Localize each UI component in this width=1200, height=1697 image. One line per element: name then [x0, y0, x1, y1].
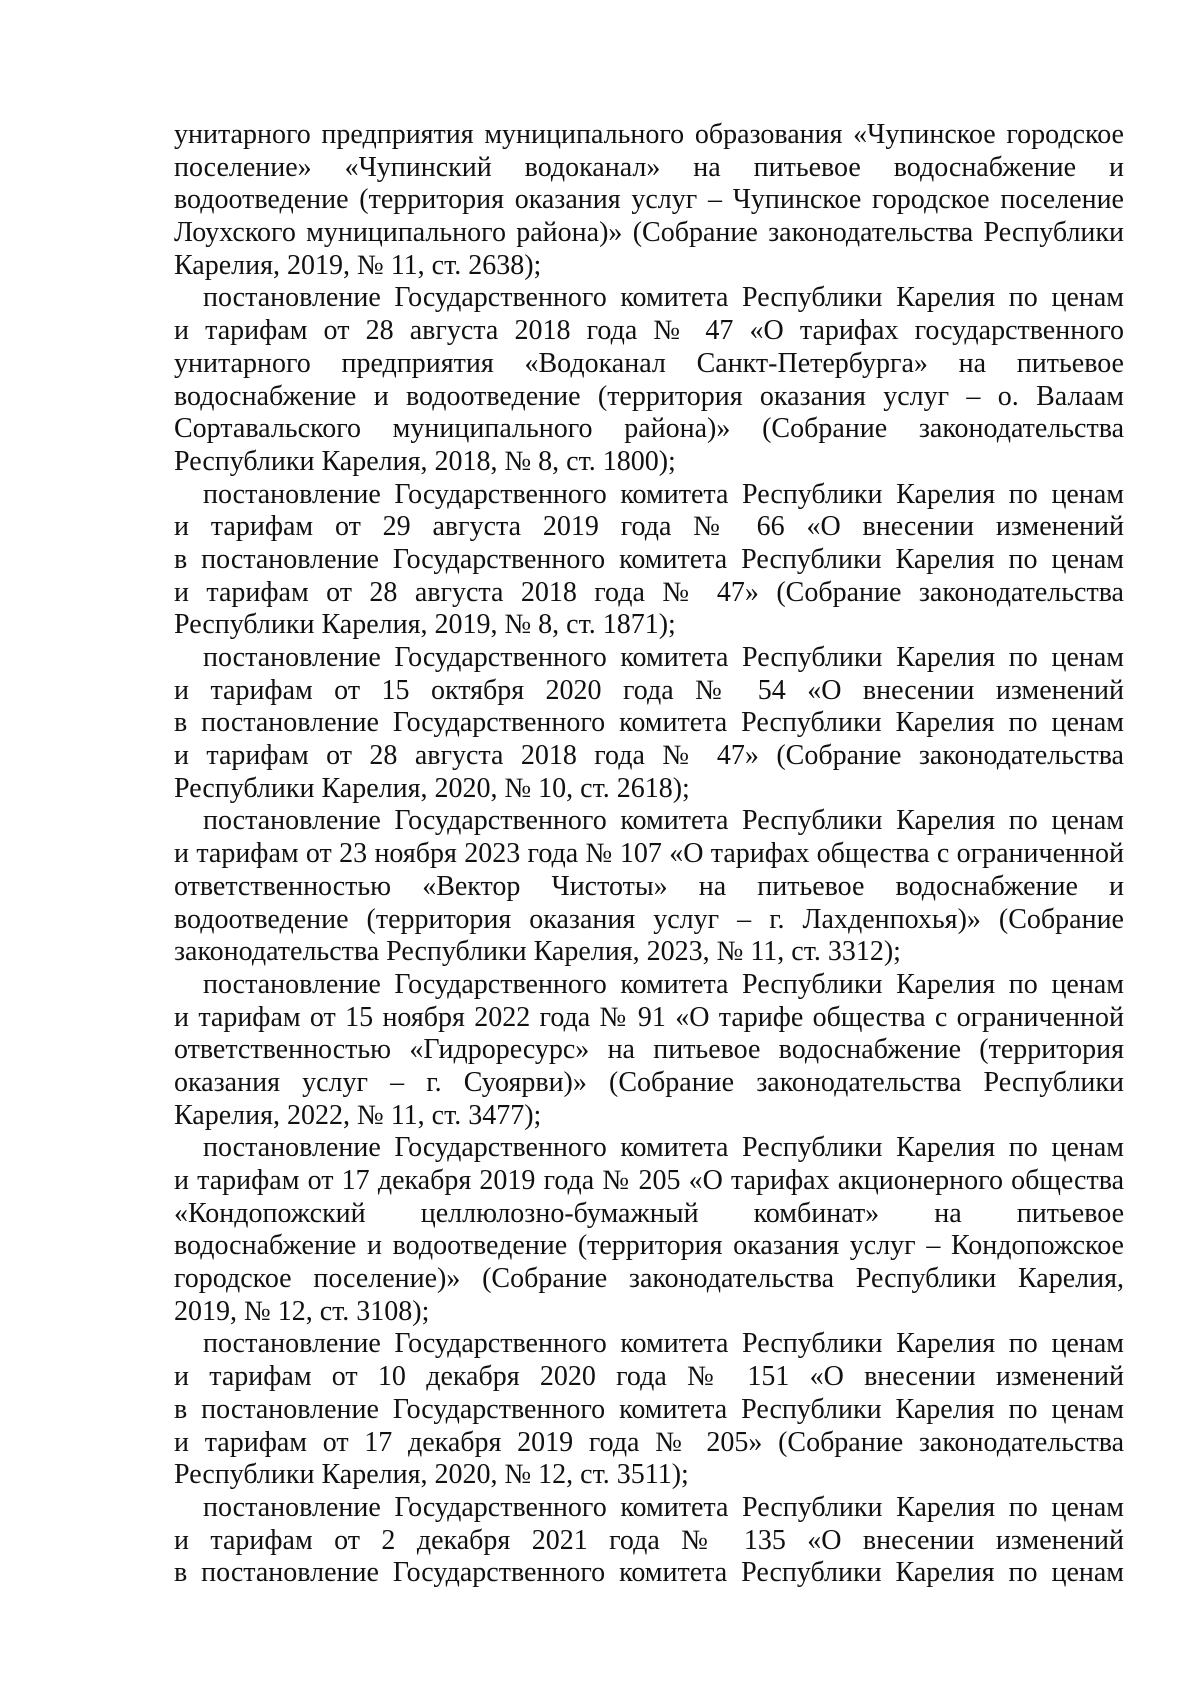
text-line: и тарифам от 17 декабря 2019 года № 205» (Собрание законодательства — [174, 1426, 1124, 1458]
text-line: постановление Государственного комитета Республики Карелия по ценам — [203, 642, 1124, 673]
paragraph — [174, 1132, 1124, 1328]
text-line: Сортавальского муниципального района)» (Собрание законодательства — [174, 413, 1124, 445]
text-line: и тарифам от 15 октября 2020 года № 54 «О внесении изменений — [174, 674, 1124, 706]
document-body — [174, 119, 1124, 1590]
paragraph — [174, 642, 1124, 805]
text-line: и тарифам от 29 августа 2019 года № 66 «О внесении изменений — [174, 511, 1124, 543]
text-line: Карелия, 2019, № 11, ст. 2638); — [174, 249, 542, 281]
paragraph — [174, 969, 1124, 1132]
text-line: постановление Государственного комитета Республики Карелия по ценам — [203, 1132, 1124, 1164]
paragraph — [174, 479, 1124, 642]
text-line: водоснабжение и водоотведение (территория оказания услуг – Кондопожское — [174, 1230, 1124, 1262]
text-line: постановление Государственного комитета Республики Карелия по ценам — [203, 968, 1124, 1000]
text-line: и тарифам от 17 декабря 2019 года № 205 «О тарифах акционерного общества — [174, 1165, 1124, 1196]
text-line: в постановление Государственного комитета Республики Карелия по ценам — [174, 543, 1124, 575]
text-line: и тарифам от 28 августа 2018 года № 47 «О тарифах государственного — [174, 315, 1124, 347]
text-line: постановление Государственного комитета Республики Карелия по ценам — [203, 805, 1124, 837]
paragraph — [174, 282, 1124, 478]
text-line: постановление Государственного комитета Республики Карелия по ценам — [203, 1328, 1124, 1360]
text-line: и тарифам от 10 декабря 2020 года № 151 «О внесении изменений — [174, 1361, 1124, 1393]
text-line: городское поселение)» (Собрание законодательства Республики Карелия, — [174, 1263, 1124, 1295]
text-line: Республики Карелия, 2020, № 10, ст. 2618); — [174, 772, 690, 804]
text-line: «Кондопожский целлюлозно-бумажный комбинат» на питьевое — [174, 1197, 1124, 1229]
text-line: в постановление Государственного комитета Республики Карелия по ценам — [174, 1393, 1124, 1425]
text-line: и тарифам от 28 августа 2018 года № 47» (Собрание законодательства — [174, 576, 1124, 608]
paragraph — [174, 805, 1124, 968]
text-line: постановление Государственного комитета Республики Карелия по ценам — [203, 1491, 1124, 1523]
text-line: поселение» «Чупинский водоканал» на питьевое водоснабжение и — [174, 151, 1124, 183]
text-line: и тарифам от 23 ноября 2023 года № 107 «О тарифах общества с ограниченной — [174, 838, 1124, 870]
text-line: постановление Государственного комитета Республики Карелия по ценам — [203, 282, 1124, 314]
text-line: водоотведение (территория оказания услуг – г. Лахденпохья)» (Собрание — [174, 903, 1124, 935]
text-line: ответственностью «Вектор Чистоты» на питьевое водоснабжение и — [174, 870, 1124, 902]
text-line: Карелия, 2022, № 11, ст. 3477); — [174, 1099, 542, 1131]
text-line: в постановление Государственного комитета Республики Карелия по ценам — [174, 1557, 1124, 1589]
text-line: и тарифам от 15 ноября 2022 года № 91 «О тарифе общества с ограниченной — [174, 1001, 1124, 1033]
text-line: водоотведение (территория оказания услуг – Чупинское городское поселение — [174, 184, 1124, 216]
text-line: законодательства Республики Карелия, 2023, № 11, ст. 3312); — [174, 936, 901, 968]
text-line: Республики Карелия, 2019, № 8, ст. 1871); — [174, 609, 676, 641]
text-line: и тарифам от 28 августа 2018 года № 47» (Собрание законодательства — [174, 740, 1124, 772]
text-line: водоснабжение и водоотведение (территория оказания услуг – о. Валаам — [174, 380, 1124, 412]
text-line: и тарифам от 2 декабря 2021 года № 135 «О внесении изменений — [174, 1524, 1124, 1556]
text-line: оказания услуг – г. Суоярви)» (Собрание законодательства Республики — [174, 1066, 1124, 1098]
text-line: унитарного предприятия «Водоканал Санкт-Петербурга» на питьевое — [174, 347, 1124, 379]
text-line: Республики Карелия, 2018, № 8, ст. 1800); — [174, 445, 676, 477]
text-line: Республики Карелия, 2020, № 12, ст. 3511); — [174, 1459, 689, 1491]
paragraph — [174, 1492, 1124, 1590]
paragraph-continuation — [174, 119, 1124, 282]
text-line: постановление Государственного комитета Республики Карелия по ценам — [203, 478, 1124, 510]
text-line: 2019, № 12, ст. 3108); — [174, 1295, 430, 1327]
text-line: унитарного предприятия муниципального образования «Чупинское городское — [174, 119, 1124, 150]
text-line: ответственностью «Гидроресурс» на питьевое водоснабжение (территория — [174, 1034, 1124, 1066]
text-line: в постановление Государственного комитета Республики Карелия по ценам — [174, 707, 1124, 739]
paragraph — [174, 1328, 1124, 1491]
text-line: Лоухского муниципального района)» (Собрание законодательства Республики — [174, 217, 1124, 249]
